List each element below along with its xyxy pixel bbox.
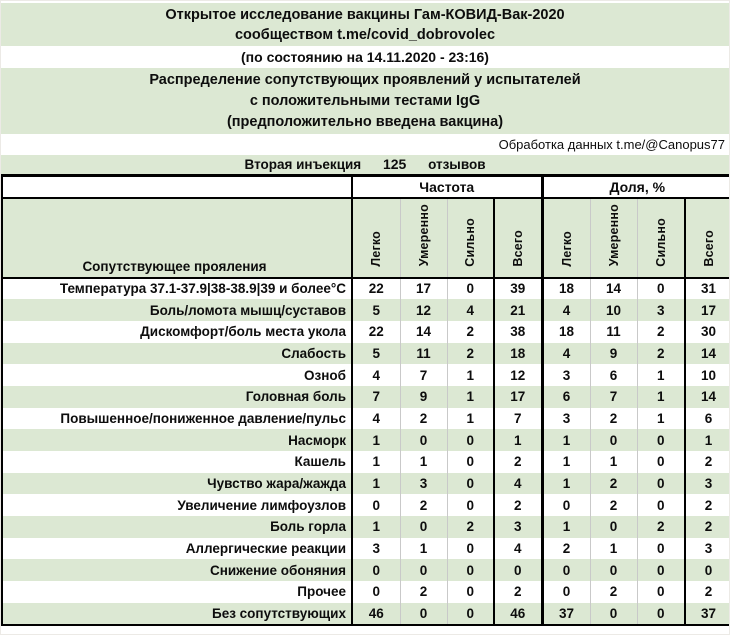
value-cell: 3	[685, 473, 730, 495]
value-cell: 46	[352, 603, 400, 625]
value-cell: 30	[685, 321, 730, 343]
row-label: Увеличение лимфоузлов	[177, 497, 346, 513]
value-cell: 2	[494, 451, 542, 473]
table-body	[2, 278, 730, 625]
value-cell: 11	[590, 321, 637, 343]
value-cell: 0	[590, 429, 637, 451]
value-cell: 3	[494, 516, 542, 538]
value-cell: 1	[590, 538, 637, 560]
value-cell: 7	[352, 386, 400, 408]
value-cell: 17	[685, 299, 730, 321]
value-cell: 2	[494, 494, 542, 516]
table-row	[2, 581, 730, 603]
value-cell: 0	[400, 559, 447, 581]
value-cell: 0	[637, 451, 685, 473]
table-row	[2, 494, 730, 516]
value-cell: 0	[637, 559, 685, 581]
value-cell: 1	[447, 408, 494, 430]
value-cell: 0	[637, 473, 685, 495]
value-cell: 2	[685, 494, 730, 516]
row-label: Повышенное/пониженное давление/пульс	[60, 410, 346, 426]
value-cell: 0	[590, 559, 637, 581]
value-cell: 6	[590, 364, 637, 386]
table-row	[2, 278, 730, 300]
group-header-share: Доля, %	[542, 176, 730, 198]
table-row	[2, 429, 730, 451]
table-row	[2, 473, 730, 495]
value-cell: 3	[637, 299, 685, 321]
value-cell: 11	[400, 343, 447, 365]
value-cell: 0	[542, 559, 590, 581]
value-cell: 9	[400, 386, 447, 408]
value-cell: 2	[637, 343, 685, 365]
value-cell: 1	[352, 473, 400, 495]
value-cell: 1	[352, 516, 400, 538]
value-cell: 21	[494, 299, 542, 321]
value-cell: 0	[447, 581, 494, 603]
table-row	[2, 516, 730, 538]
value-cell: 4	[447, 299, 494, 321]
value-cell: 2	[590, 581, 637, 603]
row-label: Чувство жара/жажда	[207, 476, 346, 492]
value-cell: 1	[637, 364, 685, 386]
value-cell: 12	[494, 364, 542, 386]
row-label: Дискомфорт/боль места укола	[140, 324, 346, 340]
corner-empty-cell	[2, 176, 352, 198]
value-cell: 2	[590, 473, 637, 495]
value-cell: 3	[352, 538, 400, 560]
row-label: Аллергические реакции	[185, 541, 346, 557]
value-cell: 2	[542, 538, 590, 560]
value-cell: 14	[685, 386, 730, 408]
col-freq-moderate: Умеренно	[400, 198, 447, 278]
row-label: Боль горла	[270, 519, 346, 535]
value-cell: 1	[447, 386, 494, 408]
value-cell: 9	[590, 343, 637, 365]
value-cell: 1	[400, 538, 447, 560]
value-cell: 10	[685, 364, 730, 386]
row-label: Боль/ломота мышц/суставов	[149, 302, 346, 318]
title-banner	[1, 3, 729, 46]
value-cell: 1	[494, 429, 542, 451]
value-cell: 4	[542, 343, 590, 365]
value-cell: 6	[685, 408, 730, 430]
table-row	[2, 603, 730, 625]
value-cell: 7	[590, 386, 637, 408]
value-cell: 2	[637, 516, 685, 538]
value-cell: 38	[494, 321, 542, 343]
value-cell: 22	[352, 278, 400, 300]
value-cell: 0	[590, 516, 637, 538]
value-cell: 1	[637, 386, 685, 408]
value-cell: 0	[447, 278, 494, 300]
value-cell: 1	[400, 451, 447, 473]
value-cell: 37	[542, 603, 590, 625]
value-cell: 2	[400, 408, 447, 430]
value-cell: 1	[542, 451, 590, 473]
col-pct-moderate: Умеренно	[590, 198, 637, 278]
col-freq-total: Всего	[494, 198, 542, 278]
table-row	[2, 343, 730, 365]
value-cell: 1	[352, 429, 400, 451]
review-count: 125	[382, 156, 407, 172]
value-cell: 2	[400, 494, 447, 516]
value-cell: 0	[447, 429, 494, 451]
value-cell: 0	[447, 603, 494, 625]
subtitle-banner	[1, 68, 729, 134]
value-cell: 0	[447, 538, 494, 560]
value-cell: 6	[542, 386, 590, 408]
value-cell: 0	[400, 603, 447, 625]
table-row	[2, 538, 730, 560]
value-cell: 17	[494, 386, 542, 408]
as-of-date: (по состоянию на 14.11.2020 - 23:16)	[1, 46, 729, 68]
value-cell: 37	[685, 603, 730, 625]
value-cell: 1	[447, 364, 494, 386]
value-cell: 2	[494, 581, 542, 603]
table-row	[2, 299, 730, 321]
study-title: Открытое исследование вакцины Гам-КОВИД-Вак-2020	[165, 6, 565, 23]
review-count-suffix: отзывов	[428, 157, 486, 172]
table-row	[2, 386, 730, 408]
value-cell: 1	[685, 429, 730, 451]
col-pct-mild: Легко	[542, 198, 590, 278]
row-label: Температура 37.1-37.9|38-38.9|39 и более°С	[59, 281, 346, 297]
value-cell: 2	[685, 516, 730, 538]
value-cell: 0	[447, 473, 494, 495]
value-cell: 0	[637, 278, 685, 300]
value-cell: 3	[542, 364, 590, 386]
value-cell: 1	[590, 451, 637, 473]
table-row	[2, 559, 730, 581]
value-cell: 10	[590, 299, 637, 321]
value-cell: 14	[685, 343, 730, 365]
value-cell: 46	[494, 603, 542, 625]
value-cell: 7	[494, 408, 542, 430]
row-label: Слабость	[281, 345, 346, 361]
table-row	[2, 451, 730, 473]
value-cell: 4	[494, 538, 542, 560]
value-cell: 31	[685, 278, 730, 300]
value-cell: 0	[400, 516, 447, 538]
subtitle-line-2: с положительными тестами IgG	[249, 92, 481, 109]
value-cell: 14	[400, 321, 447, 343]
value-cell: 1	[542, 516, 590, 538]
value-cell: 0	[352, 559, 400, 581]
value-cell: 2	[447, 516, 494, 538]
value-cell: 2	[590, 494, 637, 516]
value-cell: 0	[400, 429, 447, 451]
value-cell: 18	[494, 343, 542, 365]
value-cell: 7	[400, 364, 447, 386]
row-label: Головная боль	[245, 389, 346, 405]
value-cell: 0	[637, 603, 685, 625]
value-cell: 2	[400, 581, 447, 603]
value-cell: 1	[352, 451, 400, 473]
table-row	[2, 364, 730, 386]
value-cell: 2	[685, 581, 730, 603]
value-cell: 4	[352, 364, 400, 386]
value-cell: 3	[542, 408, 590, 430]
value-cell: 1	[542, 473, 590, 495]
value-cell: 0	[590, 603, 637, 625]
value-cell: 5	[352, 343, 400, 365]
value-cell: 0	[542, 494, 590, 516]
value-cell: 0	[637, 581, 685, 603]
value-cell: 4	[352, 408, 400, 430]
value-cell: 0	[494, 559, 542, 581]
row-label: Насморк	[288, 432, 346, 448]
value-cell: 0	[447, 451, 494, 473]
value-cell: 4	[542, 299, 590, 321]
value-cell: 0	[637, 429, 685, 451]
symptoms-table	[1, 174, 730, 626]
group-header-row	[2, 176, 730, 198]
row-label: Без сопутствующих	[211, 605, 346, 621]
value-cell: 18	[542, 321, 590, 343]
row-header-label: Сопутствующее прояления	[2, 198, 352, 278]
value-cell: 0	[542, 581, 590, 603]
value-cell: 4	[494, 473, 542, 495]
value-cell: 3	[685, 538, 730, 560]
injection-row	[1, 155, 729, 174]
row-label: Снижение обоняния	[209, 562, 346, 578]
value-cell: 5	[352, 299, 400, 321]
col-freq-severe: Сильно	[447, 198, 494, 278]
table-row	[2, 321, 730, 343]
value-cell: 1	[637, 408, 685, 430]
value-cell: 22	[352, 321, 400, 343]
value-cell: 0	[447, 494, 494, 516]
sub-header-row	[2, 198, 730, 278]
value-cell: 2	[447, 321, 494, 343]
group-header-frequency: Частота	[352, 176, 542, 198]
row-label: Прочее	[297, 584, 346, 600]
value-cell: 17	[400, 278, 447, 300]
row-label: Озноб	[304, 367, 346, 383]
value-cell: 1	[542, 429, 590, 451]
col-pct-severe: Сильно	[637, 198, 685, 278]
value-cell: 0	[637, 494, 685, 516]
table-row	[2, 408, 730, 430]
injection-label: Вторая инъекция	[244, 157, 362, 172]
value-cell: 2	[637, 321, 685, 343]
col-pct-total: Всего	[685, 198, 730, 278]
value-cell: 12	[400, 299, 447, 321]
community-link-text: сообществом t.me/covid_dobrovolec	[234, 26, 496, 43]
value-cell: 0	[637, 538, 685, 560]
value-cell: 3	[400, 473, 447, 495]
value-cell: 18	[542, 278, 590, 300]
value-cell: 2	[447, 343, 494, 365]
subtitle-line-1: Распределение сопутствующих проявлений у испытателей	[149, 71, 581, 88]
row-label: Кашель	[294, 454, 346, 470]
credit-line: Обработка данных t.me/@Canopus77	[1, 134, 729, 155]
value-cell: 0	[447, 559, 494, 581]
col-freq-mild: Легко	[352, 198, 400, 278]
value-cell: 0	[352, 581, 400, 603]
value-cell: 39	[494, 278, 542, 300]
value-cell: 2	[590, 408, 637, 430]
subtitle-line-3: (предположительно введена вакцина)	[226, 113, 504, 130]
value-cell: 14	[590, 278, 637, 300]
value-cell: 0	[685, 559, 730, 581]
value-cell: 2	[685, 451, 730, 473]
value-cell: 0	[352, 494, 400, 516]
